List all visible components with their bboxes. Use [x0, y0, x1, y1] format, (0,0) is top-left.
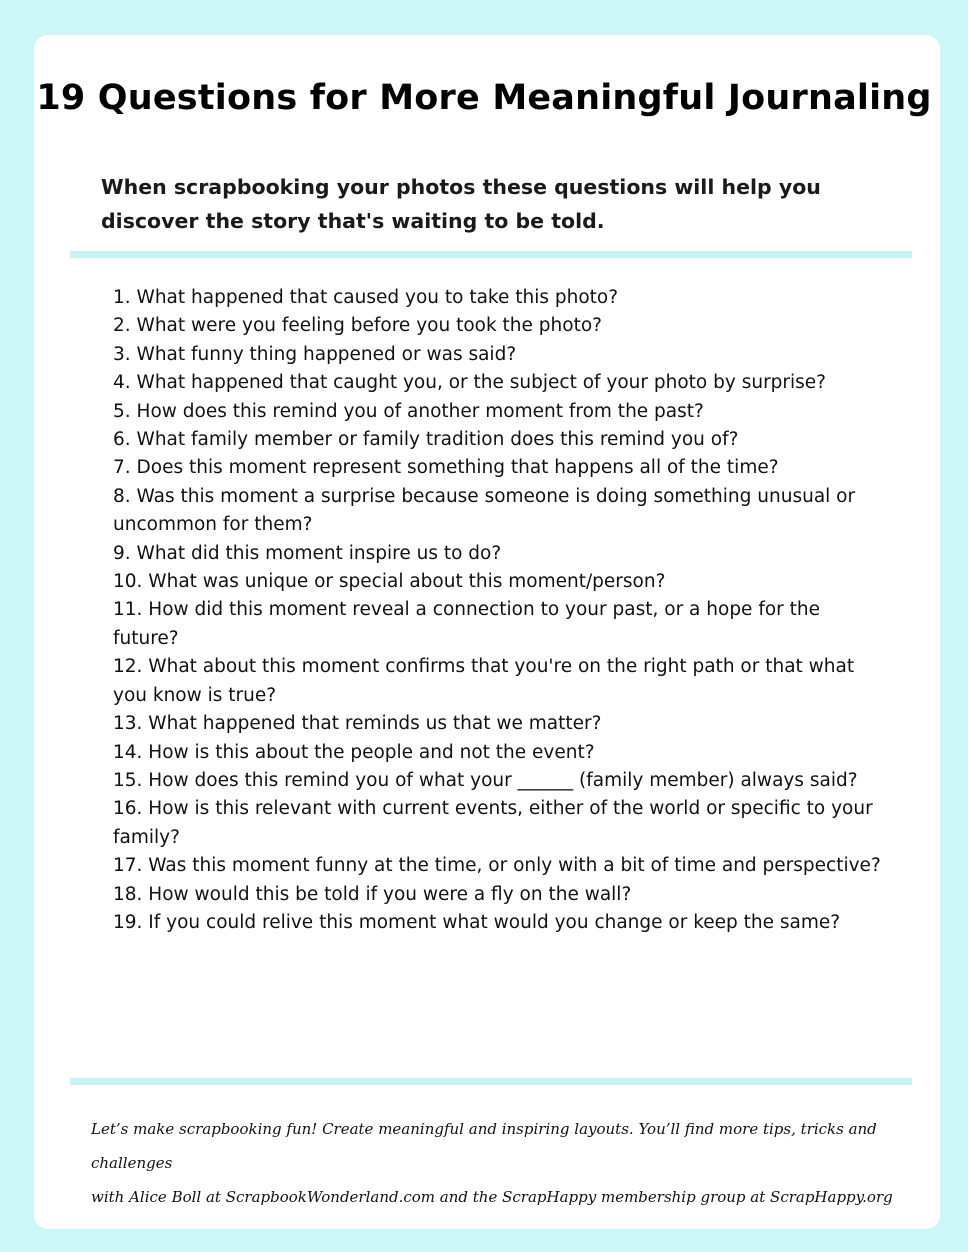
question-item: 14. How is this about the people and not the event?: [113, 741, 595, 763]
question-list: [113, 284, 883, 937]
question-item: 17. Was this moment funny at the time, or only with a bit of time and perspective?: [113, 855, 881, 877]
question-item: 1. What happened that caused you to take this photo?: [113, 287, 619, 308]
question-item: 2. What were you feeling before you took the photo?: [113, 315, 602, 337]
subtitle: When scrapbooking your photos these questions will help you discover the story that's waiting to be told.: [101, 175, 821, 233]
question-item: 9. What did this moment inspire us to do?: [113, 542, 502, 564]
question-item: 6. What family member or family tradition does this remind you of?: [113, 429, 739, 451]
question-item: 11. How did this moment reveal a connection to your past, or a hope for the future?: [113, 599, 821, 649]
question-item: 7. Does this moment represent something that happens all of the time?: [113, 457, 779, 479]
page-title: 19 Questions for More Meaningful Journaling: [36, 78, 932, 118]
question-item: 8. Was this moment a surprise because someone is doing something unusual or uncommon for them?: [113, 485, 856, 536]
question-item: 16. How is this relevant with current events, either of the world or specific to your family?: [113, 798, 873, 848]
question-item: 3. What funny thing happened or was said?: [113, 343, 517, 365]
top-divider: [70, 251, 912, 258]
question-item: 13. What happened that reminds us that we matter?: [113, 713, 602, 735]
footer-line: Let’s make scrapbooking fun! Create meaningful and inspiring layouts. You’ll find more tips, tricks and challenges: [91, 1120, 877, 1172]
question-item: 15. How does this remind you of what your ______ (family member) always said?: [113, 769, 858, 791]
question-item: 4. What happened that caught you, or the subject of your photo by surprise?: [113, 372, 826, 394]
question-item: 19. If you could relive this moment what would you change or keep the same?: [113, 911, 841, 933]
bottom-divider: [70, 1078, 912, 1085]
question-item: 12. What about this moment confirms that you're on the right path or that what you know is true?: [113, 656, 855, 706]
footer-note: [91, 1112, 911, 1214]
question-item: 18. How would this be told if you were a fly on the wall?: [113, 883, 632, 905]
question-item: 10. What was unique or special about this moment/person?: [113, 571, 666, 593]
footer-line: with Alice Boll at ScrapbookWonderland.com and the ScrapHappy membership group at ScrapHappy.org: [91, 1188, 893, 1206]
question-item: 5. How does this remind you of another moment from the past?: [113, 400, 704, 422]
